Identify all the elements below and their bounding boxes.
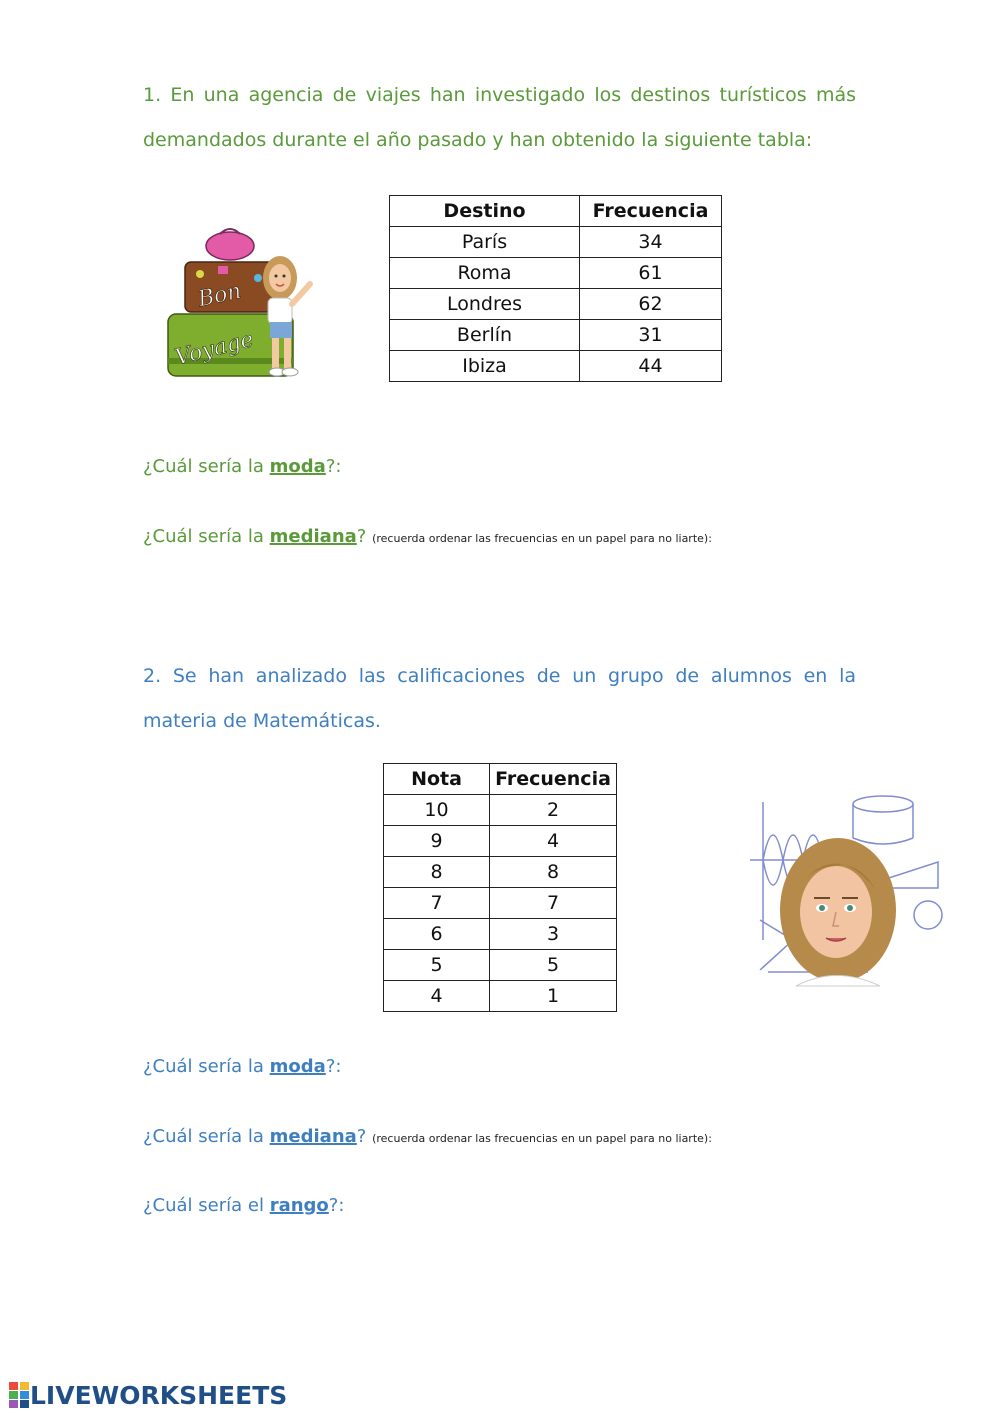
bon-text: Bon [195, 278, 244, 313]
math-girl-image [748, 790, 948, 990]
table-row [384, 826, 617, 857]
exercise2-intro: 2. Se han analizado las calificaciones de un grupo de alumnos en la materia de Matemáticas. [143, 665, 856, 732]
keyword-mediana: mediana [269, 526, 357, 547]
table-cell: Ibiza [390, 351, 580, 382]
table-cell: 34 [580, 227, 722, 258]
table-cell: 4 [490, 826, 617, 857]
table-cell: Roma [390, 258, 580, 289]
question-note: (recuerda ordenar las frecuencias en un papel para no liarte): [372, 1132, 712, 1145]
table-cell: 3 [490, 919, 617, 950]
question-text: ¿Cuál sería la [143, 1126, 270, 1147]
question-suffix: ? [356, 1126, 373, 1147]
table-cell: 61 [580, 258, 722, 289]
keyword-moda: moda [269, 1056, 326, 1077]
destinations-table [389, 195, 722, 382]
question-text: ¿Cuál sería la [143, 456, 270, 477]
question-suffix: ? [356, 526, 373, 547]
table-row [390, 351, 722, 382]
table-cell: 9 [384, 826, 490, 857]
table-header-nota: Nota [384, 764, 490, 795]
table-cell: 5 [384, 950, 490, 981]
table-cell: 8 [490, 857, 617, 888]
question-mediana-1 [143, 526, 856, 547]
voyage-text: Voyage [172, 327, 257, 371]
table-cell: 7 [490, 888, 617, 919]
table-row [390, 320, 722, 351]
table-cell: Londres [390, 289, 580, 320]
keyword-moda: moda [269, 456, 326, 477]
table-cell: 31 [580, 320, 722, 351]
question-text: ¿Cuál sería la [143, 1056, 270, 1077]
table-row [384, 888, 617, 919]
question-suffix: ?: [328, 1195, 345, 1216]
table-row [384, 795, 617, 826]
question-text: ¿Cuál sería el [143, 1195, 270, 1216]
table-cell: 6 [384, 919, 490, 950]
brand-name: LIVEWORKSHEETS [30, 1380, 288, 1410]
table-row [384, 857, 617, 888]
table-header-frecuencia: Frecuencia [490, 764, 617, 795]
table-row [384, 981, 617, 1012]
exercise1-intro: 1. En una agencia de viajes han investigado los destinos turísticos más demandados durante el año pasado y han obtenido la siguiente tabla: [143, 84, 856, 151]
table-header-destino: Destino [390, 196, 580, 227]
table-cell: 44 [580, 351, 722, 382]
logo-mark-icon [8, 1381, 30, 1409]
table-row [390, 227, 722, 258]
table-cell: 5 [490, 950, 617, 981]
table-cell: 1 [490, 981, 617, 1012]
question-note: (recuerda ordenar las frecuencias en un papel para no liarte): [372, 532, 712, 545]
table-cell: 8 [384, 857, 490, 888]
question-rango-2 [143, 1195, 856, 1216]
table-row [384, 919, 617, 950]
table-cell: 10 [384, 795, 490, 826]
table-row [390, 258, 722, 289]
question-moda-1 [143, 456, 856, 477]
table-cell: 7 [384, 888, 490, 919]
question-suffix: ?: [325, 456, 342, 477]
keyword-mediana: mediana [269, 1126, 357, 1147]
table-cell: 62 [580, 289, 722, 320]
table-cell: París [390, 227, 580, 258]
question-suffix: ?: [325, 1056, 342, 1077]
table-cell: 2 [490, 795, 617, 826]
table-cell: 4 [384, 981, 490, 1012]
keyword-rango: rango [269, 1195, 329, 1216]
question-moda-2 [143, 1056, 856, 1077]
table-row [390, 289, 722, 320]
question-text: ¿Cuál sería la [143, 526, 270, 547]
table-header-frecuencia: Frecuencia [580, 196, 722, 227]
bon-voyage-image [160, 226, 335, 384]
grades-table [383, 763, 617, 1012]
table-row [384, 950, 617, 981]
liveworksheets-logo[interactable] [8, 1380, 287, 1410]
question-mediana-2 [143, 1126, 856, 1147]
table-cell: Berlín [390, 320, 580, 351]
